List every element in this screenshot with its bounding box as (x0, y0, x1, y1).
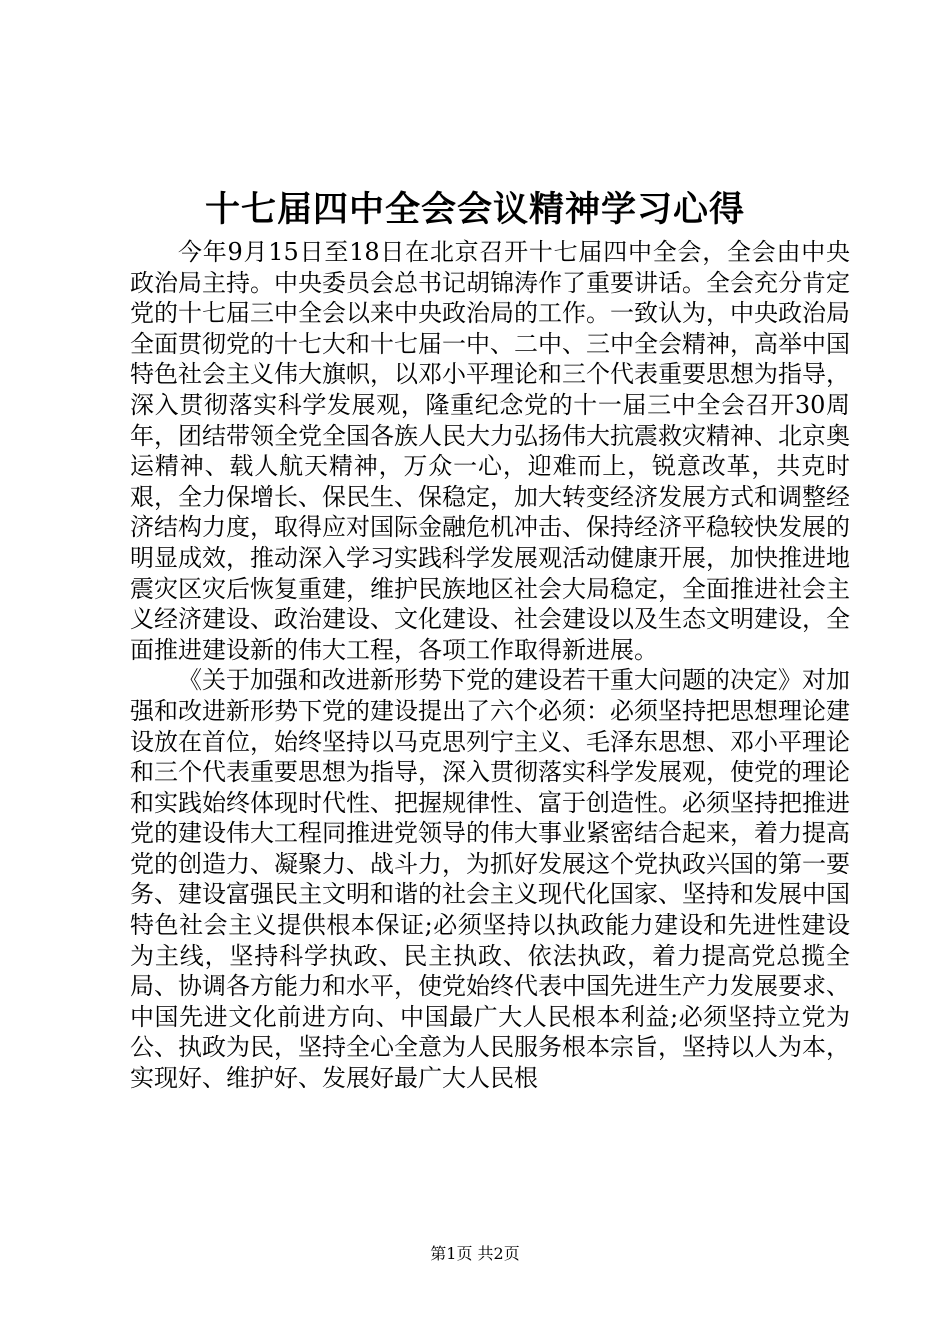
document-title: 十七届四中全会会议精神学习心得 (204, 189, 745, 230)
paragraph-2: 《关于加强和改进新形势下党的建设若干重大问题的决定》对加强和改进新形势下党的建设提出了六个必须：必须坚持把思想理论建设放在首位，始终坚持以马克思列宁主义、毛泽东思想、邓小平理论和三个代表重要思想为指导，深入贯彻落实科学发展观，使党的理论和实践始终体现时代性、把握规律性、富于创造性。必须坚持把推进党的建设伟大工程同推进党领导的伟大事业紧密结合起来，着力提高党的创造力、凝聚力、战斗力，为抓好发展这个党执政兴国的第一要务、建设富强民主文明和谐的社会主义现代化国家、坚持和发展中国特色社会主义提供根本保证;必须坚持以执政能力建设和先进性建设为主线，坚持科学执政、民主执政、依法执政，着力提高党总揽全局、协调各方能力和水平，使党始终代表中国先进生产力发展要求、中国先进文化前进方向、中国最广大人民根本利益;必须坚持立党为公、执政为民，坚持全心全意为人民服务根本宗旨，坚持以人为本，实现好、维护好、发展好最广大人民根 (130, 666, 850, 1093)
page-number-footer: 第1页 共2页 (430, 1244, 520, 1263)
document-body (130, 237, 850, 1094)
paragraph-1: 今年9月15日至18日在北京召开十七届四中全会，全会由中央政治局主持。中央委员会总书记胡锦涛作了重要讲话。全会充分肯定党的十七届三中全会以来中央政治局的工作。一致认为，中央政治局全面贯彻党的十七大和十七届一中、二中、三中全会精神，高举中国特色社会主义伟大旗帜，以邓小平理论和三个代表重要思想为指导，深入贯彻落实科学发展观，隆重纪念党的十一届三中全会召开30周年，团结带领全党全国各族人民大力弘扬伟大抗震救灾精神、北京奥运精神、载人航天精神，万众一心，迎难而上，锐意改革，共克时艰，全力保增长、保民生、保稳定，加大转变经济发展方式和调整经济结构力度，取得应对国际金融危机冲击、保持经济平稳较快发展的明显成效，推动深入学习实践科学发展观活动健康开展，加快推进地震灾区灾后恢复重建，维护民族地区社会大局稳定，全面推进社会主义经济建设、政治建设、文化建设、社会建设以及生态文明建设，全面推进建设新的伟大工程，各项工作取得新进展。 (130, 238, 850, 664)
